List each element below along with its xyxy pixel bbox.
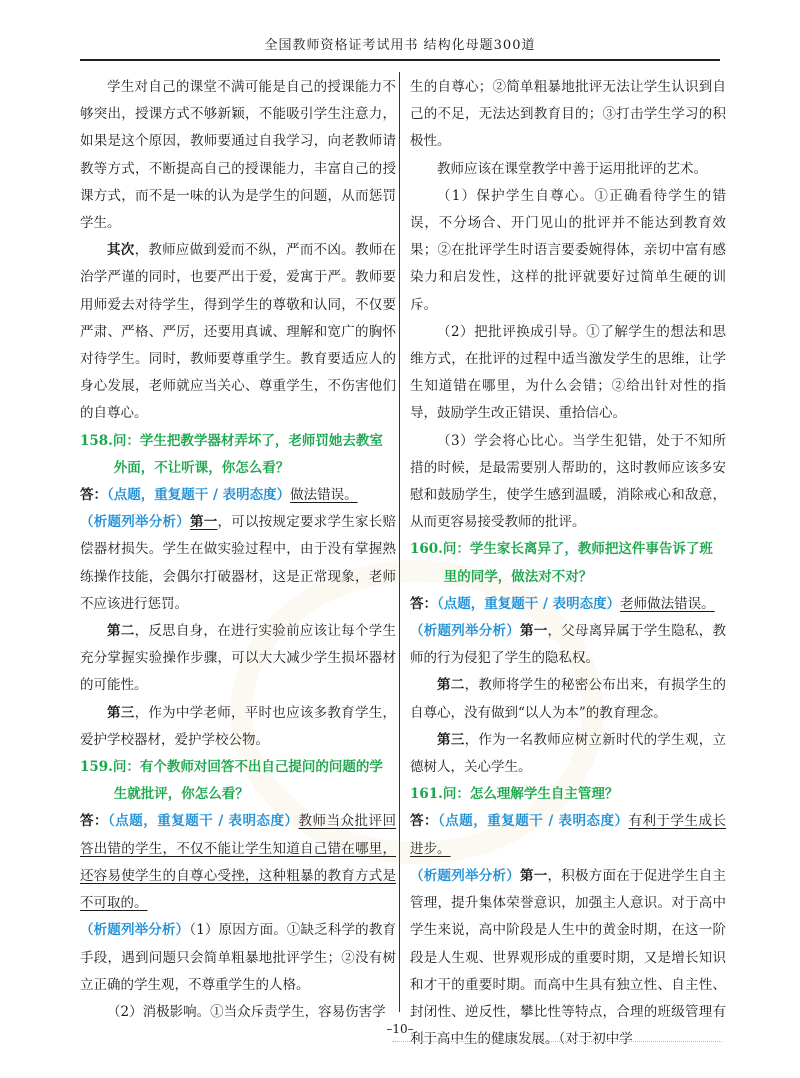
question-158	[80, 428, 396, 482]
paragraph: 生的自尊心；②简单粗暴地批评无法让学生认识到自己的不足，无法达到教育目的；③打击学生学习的积极性。	[410, 79, 726, 150]
answer-160	[410, 591, 726, 618]
point-lead: 第三	[437, 731, 465, 748]
paragraph: （3）学会将心比心。当学生犯错，处于不知所措的时候，是最需要别人帮助的，这时教师应该多安慰和鼓励学生，使学生感到温暖，消除戒心和敌意，从而更容易接受教师的批评。	[410, 432, 726, 531]
point-text: ，反思自身，在进行实验前应该让每个学生充分掌握实验操作步骤，可以大大减少学生损坏器材的可能性。	[80, 623, 397, 694]
answer-tag: （点题，重复题干 / 表明态度）	[437, 595, 621, 612]
analysis-tag: （析题列举分析）	[410, 623, 520, 640]
paragraph: 教师应该在课堂教学中善于运用批评的艺术。	[437, 160, 707, 177]
answer-prefix: 答：	[80, 813, 108, 830]
answer-text: 教师当众批评回答出错的学生，不仅不能让学生知道自己错在哪里，还容易使学生的自尊心受挫，这种粗暴的教育方式是不可取的。	[80, 813, 397, 912]
paragraph	[80, 700, 396, 754]
analysis-tag: （析题列举分析）	[410, 867, 520, 884]
left-column	[80, 74, 396, 1026]
point-lead: 第一	[190, 514, 218, 531]
question-line: 159.问：有个教师对回答不出自己提问的问题的学	[80, 759, 383, 776]
page-number: –10–	[386, 1022, 414, 1036]
analysis-tag: （析题列举分析）	[80, 922, 190, 939]
point-text: ，作为中学老师，平时也应该多教育学生，爱护学校器材，爱护学校公物。	[80, 704, 397, 748]
question-161: 161.问：怎么理解学生自主管理？	[410, 786, 619, 803]
answer-prefix: 答：	[410, 813, 438, 830]
answer-tag: （点题，重复题干 / 表明态度）	[107, 487, 291, 504]
paragraph	[80, 237, 396, 427]
answer-prefix: 答：	[80, 487, 107, 504]
answer-158	[80, 482, 396, 509]
question-line: 158.问：学生把教学器材弄坏了，老师罚她去教室	[80, 432, 383, 449]
point-text: （1）原因方面。①缺乏科学的教育手段，遇到问题只会简单粗暴地批评学生；②没有树立正确的学生观，不尊重学生的人格。	[80, 922, 397, 993]
point-text: ，可以按规定要求学生家长赔偿器材损失。学生在做实验过程中，由于没有掌握熟练操作技能，会偶尔打破器材，这是正常现象，老师不应该进行惩罚。	[80, 514, 396, 612]
answer-prefix: 答：	[410, 595, 437, 612]
point-text: ，父母离异属于学生隐私，教师的行为侵犯了学生的隐私权。	[410, 623, 726, 667]
column-divider	[399, 72, 400, 1012]
paragraph-lead: 其次	[107, 242, 135, 259]
paragraph: 学生对自己的课堂不满可能是自己的授课能力不够突出，授课方式不够新颖，不能吸引学生注意力，如果是这个原因，教师要通过自我学习，向老教师请教等方式，不断提高自己的授课能力，丰富自己的授课方式，而不是一味的认为是学生的问题，从而惩罚学生。	[80, 79, 396, 232]
question-line: 里的同学，做法对不对？	[443, 568, 593, 585]
header-title: 全国教师资格证考试用书 结构化母题300道	[264, 38, 536, 53]
paragraph	[410, 727, 726, 781]
paragraph	[410, 672, 726, 726]
answer-159	[80, 808, 396, 917]
question-159	[80, 754, 396, 808]
question-160	[410, 536, 726, 590]
question-line: 生就批评，你怎么看？	[113, 786, 249, 803]
paragraph	[410, 618, 726, 672]
paragraph	[80, 618, 396, 700]
point-lead: 第三	[107, 704, 135, 721]
paragraph	[80, 509, 396, 618]
running-header	[80, 34, 720, 61]
answer-161	[410, 808, 726, 862]
footer-rule	[392, 1041, 722, 1042]
question-line: 160.问：学生家长离异了，教师把这件事告诉了班	[410, 541, 713, 558]
right-column	[410, 74, 726, 1053]
answer-text: 有利于学生成长进步。	[410, 813, 727, 857]
question-line: 外面，不让听课，你怎么看？	[113, 459, 290, 476]
point-text: ，作为一名教师应树立新时代的学生观，立德树人，关心学生。	[410, 731, 727, 776]
analysis-tag: （析题列举分析）	[80, 514, 190, 531]
answer-tag: （点题，重复题干 / 表明态度）	[108, 813, 299, 830]
point-lead: 第一	[520, 623, 548, 640]
answer-tag: （点题，重复题干 / 表明态度）	[438, 813, 629, 830]
paragraph	[80, 917, 396, 999]
paragraph-text: ，教师应做到爱而不纵，严而不凶。教师在治学严谨的同时，也要严出于爱，爱寓于严。教师要用师爱去对待学生，得到学生的尊敬和认同，不仅要严肃、严格、严厉，还要用真诚、理解和宽广的胸怀对待学生。同时，教师要尊重学生。教育要适应人的身心发展，老师就应当关心、尊重学生，不伤害他们的自尊心。	[80, 242, 397, 422]
point-text: ，积极方面在于促进学生自主管理，提升集体荣誉意识，加强主人意识。对于高中学生来说，高中阶段是人生中的黄金时期，在这一阶段是人生观、世界观形成的重要时期，又是增长知识和才干的重要时期。而高中生具有独立性、自主性、封闭性、逆反性，攀比性等特点，合理的班级管理有利于高中生的健康发展。（对于初中学	[410, 867, 726, 1048]
answer-text: 老师做法错误。	[620, 595, 715, 612]
point-lead: 第二	[437, 677, 465, 694]
point-text: ，教师将学生的秘密公布出来，有损学生的自尊心，没有做到“以人为本”的教育理念。	[410, 677, 727, 721]
point-lead: 第一	[520, 867, 548, 884]
point-lead: 第二	[107, 623, 135, 640]
paragraph: （1）保护学生自尊心。①正确看待学生的错误，不分场合、开门见山的批评并不能达到教育效果；②在批评学生时语言要委婉得体，亲切中富有感染力和启发性，这样的批评就要好过简单生硬的训斥。	[410, 187, 726, 313]
paragraph: （2）把批评换成引导。①了解学生的想法和思维方式，在批评的过程中适当激发学生的思维，让学生知道错在哪里，为什么会错；②给出针对性的指导，鼓励学生改正错误、重拾信心。	[410, 323, 726, 422]
paragraph: （2）消极影响。①当众斥责学生，容易伤害学	[107, 1003, 386, 1020]
answer-text: 做法错误。	[290, 487, 358, 504]
